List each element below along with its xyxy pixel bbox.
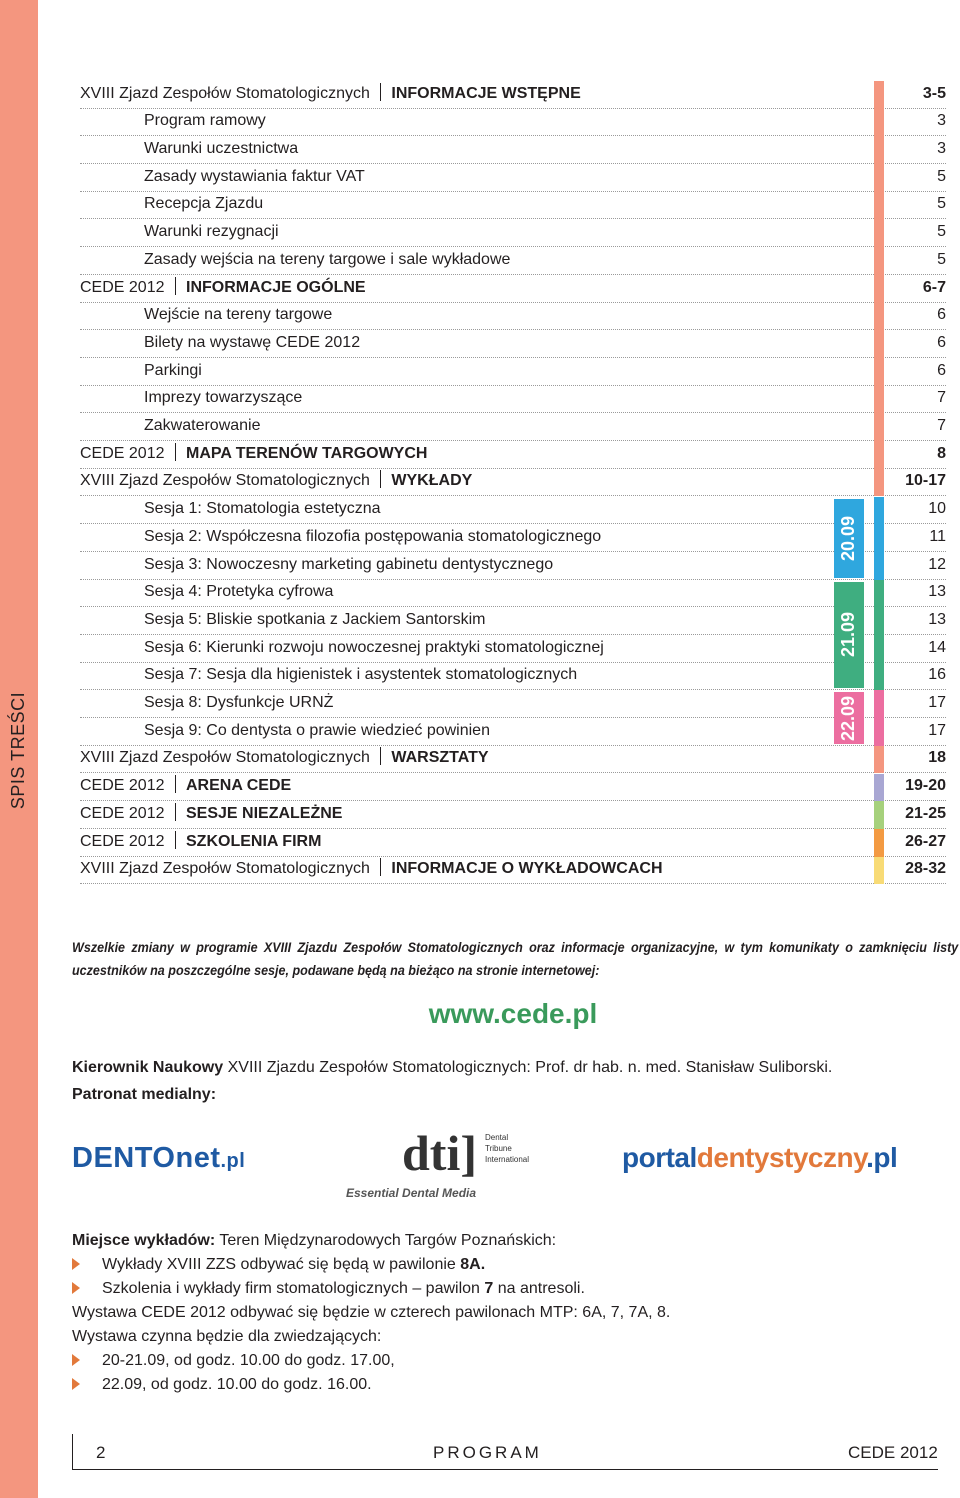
toc-section-row[interactable] [80,829,946,857]
footer-page-number: 2 [96,1443,106,1462]
day-label-text: 22.09 [838,695,859,741]
toc-item-row[interactable] [80,635,946,663]
toc-section-row[interactable] [80,441,946,469]
toc-separator [380,858,382,876]
toc-item-row[interactable] [80,136,946,164]
bar-intro [874,81,884,469]
toc-page-number: 17 [928,721,946,739]
toc-item-row[interactable] [80,580,946,608]
dti-logo-big: dti] [402,1125,477,1181]
toc-page-number: 26-27 [905,832,946,850]
toc-item-row[interactable] [80,386,946,414]
toc-item-row[interactable] [80,220,946,248]
director-label: Kierownik Naukowy [72,1059,224,1076]
toc-label: Imprezy towarzyszące [144,389,303,407]
dti-logo-tagline: Essential Dental Media [346,1186,477,1200]
footer-program-label: PROGRAM [433,1443,542,1462]
toc-section-row[interactable] [80,81,946,109]
toc-page-number: 7 [937,417,946,435]
toc-page-number: 6 [937,306,946,324]
toc-section-title: INFORMACJE OGÓLNE [186,278,366,296]
venue-bullet-2-text: Szkolenia i wykłady firm stomatologicznych – pawilon [102,1280,485,1297]
dentonet-logo-a: DENTO [72,1142,176,1174]
venue-bullet-2 [72,1280,585,1298]
toc-separator [175,443,177,461]
toc-section-prefix: XVIII Zjazd Zespołów Stomatologicznych [80,749,370,767]
toc-section-prefix: CEDE 2012 [80,278,165,296]
toc-section-title: SESJE NIEZALEŻNE [186,804,343,822]
toc-page-number: 16 [928,666,946,684]
toc-page-number: 5 [937,195,946,213]
toc-label [80,747,489,767]
toc-label [80,831,321,851]
open-bullet-2-text: 22.09, od godz. 10.00 do godz. 16.00. [102,1376,372,1393]
venue-label: Miejsce wykładów: [72,1232,216,1249]
toc-section-title: INFORMACJE O WYKŁADOWCACH [391,860,663,878]
toc-label: Warunki uczestnictwa [144,140,299,158]
toc-item-row[interactable] [80,552,946,580]
toc-label: Sesja 6: Kierunki rozwoju nowoczesnej praktyki stomatologicznej [144,638,604,656]
toc-item-row[interactable] [80,358,946,386]
toc-page-number: 5 [937,167,946,185]
toc-section-prefix: CEDE 2012 [80,444,165,462]
toc-section-title: ARENA CEDE [186,777,292,795]
notice-text: Wszelkie zmiany w programie XVIII Zjazdu Zespołów Stomatologicznych oraz informacje organizacyjne, w tym komunikaty o zamknięciu listy uczestników na poszczególne sesje, podawane będą na bieżąco na stronie internetowej: [72,940,959,978]
bullet-arrow-icon [72,1282,80,1294]
dentonet-logo-b: net [175,1142,221,1174]
bullet-arrow-icon [72,1258,80,1270]
toc-label: Sesja 5: Bliskie spotkania z Jackiem Santorskim [144,610,486,628]
dentonet-logo-c: .pl [220,1150,246,1172]
bar-szkolenia [874,829,884,857]
toc-item-row[interactable] [80,663,946,691]
toc-label [80,858,663,878]
toc-separator [380,470,382,488]
toc-label: Sesja 7: Sesja dla higienistek i asystentek stomatologicznych [144,666,578,684]
dentonet-logo [72,1142,245,1175]
venue-line [72,1232,556,1250]
toc-section-title: SZKOLENIA FIRM [186,832,322,850]
venue-bullet-1-bold: 8A. [460,1256,486,1273]
toc-label: Sesja 2: Współczesna filozofia postępowania stomatologicznego [144,527,602,545]
venue-bullet-1-text: Wykłady XVIII ZZS odbywać się będą w pawilonie [102,1256,461,1273]
toc-section-prefix: CEDE 2012 [80,804,165,822]
toc-page-number: 8 [937,444,946,462]
toc-label [80,83,581,103]
toc-section-title: MAPA TERENÓW TARGOWYCH [186,444,428,462]
toc-section-row[interactable] [80,275,946,303]
venue-bullet-2-bold: 7 [484,1280,494,1297]
toc-label: Zasady wejścia na tereny targowe i sale wykładowe [144,250,511,268]
toc-page-number: 6 [937,361,946,379]
toc-separator [380,83,382,101]
toc-section-row[interactable] [80,774,946,802]
toc-section-row[interactable] [80,801,946,829]
toc-label: Zakwaterowanie [144,417,261,435]
toc-label: Sesja 3: Nowoczesny marketing gabinetu dentystycznego [144,555,554,573]
sidebar-label-text: SPIS TREŚCI [8,691,29,809]
toc-label: Sesja 9: Co dentysta o prawie wiedzieć powinien [144,721,490,739]
toc-label [80,775,291,795]
toc-item-row[interactable] [80,164,946,192]
patronage-label [72,1086,216,1104]
toc-page-number: 11 [929,527,946,545]
toc-page-number: 10-17 [905,472,946,490]
toc-label: Wejście na tereny targowe [144,306,333,324]
toc-separator [175,831,177,849]
toc-page-number: 19-20 [905,777,946,795]
venue-text: Teren Międzynarodowych Targów Poznańskich: [215,1232,557,1249]
director-text: XVIII Zjazdu Zespołów Stomatologicznych: Prof. dr hab. n. med. Stanisław Suliborski. [223,1059,833,1076]
footer-divider-horizontal [72,1469,938,1470]
toc-section-row[interactable] [80,469,946,497]
bar-sesje [874,801,884,829]
bar-day-21 [874,580,884,691]
toc-page-number: 14 [928,638,946,656]
toc-item-row[interactable] [80,497,946,525]
portal-logo-c: .pl [866,1142,898,1173]
toc-section-row[interactable] [80,857,946,885]
toc-page-number: 18 [928,749,946,767]
footer-divider-vertical [72,1434,73,1470]
toc-page-number: 7 [937,389,946,407]
bar-wykladowcy [874,857,884,885]
day-label-22-09 [834,692,864,743]
sidebar-label [0,680,38,820]
toc-page-number: 10 [928,500,946,518]
toc-item-row[interactable] [80,690,946,718]
toc-item-row[interactable] [80,109,946,137]
toc-page-number: 3 [937,112,946,130]
toc-separator [380,747,382,765]
open-bullet-1 [72,1352,395,1370]
bar-warsztaty [874,746,884,774]
toc-section-title: INFORMACJE WSTĘPNE [391,84,581,102]
toc-item-row[interactable] [80,718,946,746]
director-line [72,1059,832,1077]
toc-label [80,277,366,297]
toc-section-prefix: CEDE 2012 [80,777,165,795]
footer-cede-label: CEDE 2012 [848,1443,938,1462]
toc-page-number: 5 [937,250,946,268]
toc-section-prefix: XVIII Zjazd Zespołów Stomatologicznych [80,860,370,878]
toc-label: Sesja 4: Protetyka cyfrowa [144,583,334,601]
toc-section-prefix: XVIII Zjazd Zespołów Stomatologicznych [80,84,370,102]
toc-label: Sesja 1: Stomatologia estetyczna [144,500,381,518]
venue-bullet-1 [72,1256,485,1274]
toc-item-row[interactable] [80,524,946,552]
toc-page-number: 28-32 [905,860,946,878]
toc-page-number: 13 [928,583,946,601]
toc-page-number: 3-5 [922,84,946,102]
toc-label: Zasady wystawiania faktur VAT [144,167,365,185]
open-bullet-1-text: 20-21.09, od godz. 10.00 do godz. 17.00, [102,1352,395,1369]
toc-separator [175,775,177,793]
day-label-20-09 [834,499,864,578]
dti-logo-small: Dental Tribune International [485,1133,530,1164]
toc-item-row[interactable] [80,192,946,220]
patronage-label-text: Patronat medialny: [72,1086,217,1103]
portal-logo-a: portal [622,1142,697,1173]
dti-logo [340,1120,540,1208]
toc-section-title: WYKŁADY [391,472,473,490]
toc-item-row[interactable] [80,607,946,635]
toc-section-prefix: XVIII Zjazd Zespołów Stomatologicznych [80,472,370,490]
toc-page-number: 13 [928,610,946,628]
toc-section-row[interactable] [80,746,946,774]
toc-page-number: 21-25 [905,804,946,822]
venue-bullet-2-rest: na antresoli. [493,1280,585,1297]
toc-item-row[interactable] [80,413,946,441]
toc-label [80,803,342,823]
toc-label [80,470,472,490]
open-bullet-2 [72,1376,372,1394]
website-link[interactable]: www.cede.pl [428,998,598,1029]
toc-page-number: 3 [937,140,946,158]
toc-section-prefix: CEDE 2012 [80,832,165,850]
day-label-text: 20.09 [838,515,859,561]
toc-separator [175,803,177,821]
toc-label: Recepcja Zjazdu [144,195,264,213]
toc-page-number: 17 [928,694,946,712]
bullet-arrow-icon [72,1378,80,1390]
toc-label: Warunki rezygnacji [144,223,279,241]
bar-arena [874,774,884,802]
bar-wyklady-head [874,469,884,497]
toc-page-number: 6 [937,333,946,351]
portal-logo-b: dentystyczny [696,1142,867,1173]
toc-page-number: 5 [937,223,946,241]
day-label-text: 21.09 [838,612,859,658]
day-label-21-09 [834,582,864,689]
toc-label: Sesja 8: Dysfunkcje URNŻ [144,694,334,712]
portal-dentystyczny-logo [622,1142,897,1174]
toc-label: Parkingi [144,361,202,379]
toc-page-number: 12 [928,555,946,573]
toc-page-number: 6-7 [922,278,946,296]
toc-label: Program ramowy [144,112,266,130]
toc-label: Bilety na wystawę CEDE 2012 [144,333,361,351]
exhibition-line: Wystawa CEDE 2012 odbywać się będzie w czterech pawilonach MTP: 6A, 7, 7A, 8. [72,1304,671,1321]
bullet-arrow-icon [72,1354,80,1366]
toc-section-title: WARSZTATY [391,749,489,767]
toc-item-row[interactable] [80,330,946,358]
toc-label [80,443,427,463]
toc-item-row[interactable] [80,247,946,275]
bar-day-22 [874,690,884,745]
open-hours-line: Wystawa czynna będzie dla zwiedzających: [72,1328,382,1345]
bar-day-20 [874,497,884,580]
toc-item-row[interactable] [80,303,946,331]
toc-separator [175,277,177,295]
